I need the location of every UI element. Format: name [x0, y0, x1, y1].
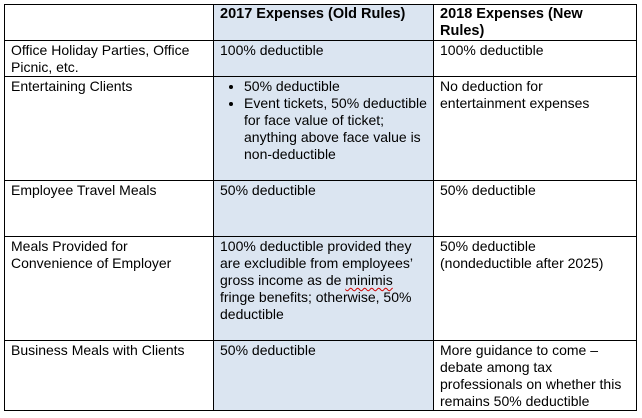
- old-rule-cell: [214, 77, 434, 181]
- row-label: Business Meals with Clients: [5, 341, 214, 411]
- row-label: Entertaining Clients: [5, 77, 214, 181]
- row-label: Meals Provided for Convenience of Employer: [5, 237, 214, 341]
- bullet-item: • 50% deductible: [244, 78, 427, 95]
- table-row: [5, 181, 637, 237]
- header-blank-cell: [5, 5, 214, 41]
- table-row: [5, 237, 637, 341]
- old-rule-cell: 50% deductible: [214, 341, 434, 411]
- spellcheck-flagged-word: minimis: [345, 272, 393, 288]
- header-2018: 2018 Expenses (New Rules): [434, 5, 637, 41]
- new-rule-cell: 50% deductible: [434, 181, 637, 237]
- new-rule-cell: No deduction for entertainment expenses: [434, 77, 637, 181]
- old-rule-text-suffix: fringe benefits; otherwise, 50% deductible: [220, 289, 412, 322]
- bullet-item: • Event tickets, 50% deductible for face value of ticket; anything above face value is non-deductible: [244, 95, 427, 163]
- table-row: [5, 41, 637, 77]
- old-rule-cell: 100% deductible: [214, 41, 434, 77]
- table-row: [5, 77, 637, 181]
- old-rule-text-prefix: 100% deductible provided they are excludible from employees’ gross income as de: [220, 238, 413, 288]
- header-row: [5, 5, 637, 41]
- old-rule-bullet-list: [220, 78, 427, 163]
- new-rule-cell: More guidance to come – debate among tax professionals on whether this remains 50% deductible: [434, 341, 637, 411]
- table-row: [5, 341, 637, 411]
- old-rule-cell: [214, 237, 434, 341]
- old-rule-cell: 50% deductible: [214, 181, 434, 237]
- new-rule-cell: 100% deductible: [434, 41, 637, 77]
- header-2017: 2017 Expenses (Old Rules): [214, 5, 434, 41]
- expense-comparison-table: [4, 4, 637, 411]
- row-label: Employee Travel Meals: [5, 181, 214, 237]
- row-label: Office Holiday Parties, Office Picnic, etc.: [5, 41, 214, 77]
- new-rule-cell: 50% deductible (nondeductible after 2025): [434, 237, 637, 341]
